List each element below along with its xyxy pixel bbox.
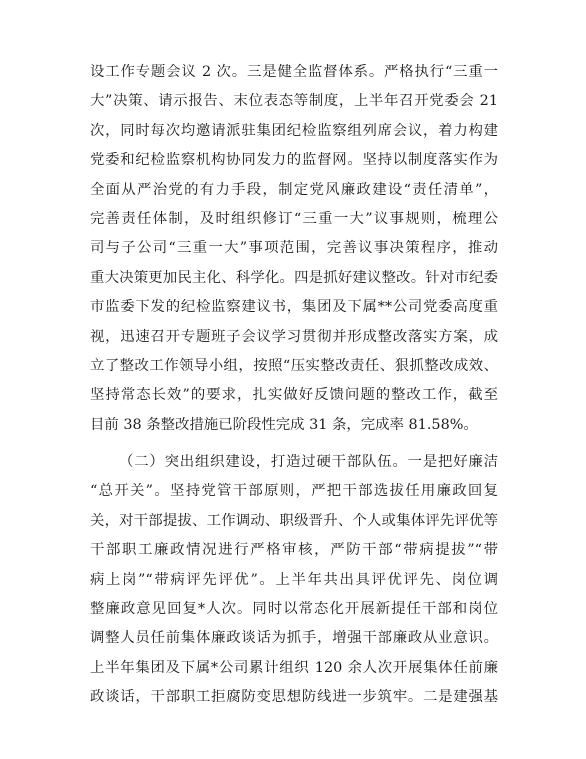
text-line: 全面从严治党的有力手段，制定党风廉政建设“责任清单”， xyxy=(90,181,498,198)
text-line: 整廉政意见回复*人次。同时以常态化开展新提任干部和岗位 xyxy=(90,601,498,618)
text-line: 病上岗”“带病评先评优”。上半年共出具评优评先、岗位调 xyxy=(90,571,498,588)
document-page xyxy=(90,58,498,713)
text-line: 次，同时每次均邀请派驻集团纪检监察组列席会议，着力构建 xyxy=(90,122,498,139)
text-line: 司与子公司“三重一大”事项范围，完善议事决策程序，推动 xyxy=(90,240,498,257)
section-heading-line: （二）突出组织建设，打造过硬干部队伍。一是把好廉洁 xyxy=(119,454,498,471)
text-line: 重大决策更加民主化、科学化。四是抓好建议整改。针对市纪委 xyxy=(90,269,498,286)
text-line: 政谈话，干部职工拒腐防变思想防线进一步筑牢。二是建强基 xyxy=(90,689,498,706)
text-line: 立了整改工作领导小组，按照“压实整改责任、狠抓整改成效、 xyxy=(90,357,498,374)
text-line: 完善责任体制，及时组织修订“三重一大”议事规则，梳理公 xyxy=(90,210,498,227)
paragraph-gap xyxy=(90,440,498,448)
text-line: 上半年集团及下属*公司累计组织 120 余人次开展集体任前廉 xyxy=(90,659,498,676)
text-line: 市监委下发的纪检监察建议书，集团及下属**公司党委高度重 xyxy=(90,299,498,316)
text-line: 设工作专题会议 2 次。三是健全监督体系。严格执行“三重一 xyxy=(90,64,498,80)
text-line: 大”决策、请示报告、末位表态等制度，上半年召开党委会 21 xyxy=(90,93,498,110)
text-line: 视，迅速召开专题班子会议学习贯彻并形成整改落实方案，成 xyxy=(90,328,498,345)
text-line: 坚持常态长效”的要求，扎实做好反馈问题的整改工作，截至 xyxy=(90,387,498,404)
text-line: 干部职工廉政情况进行严格审核，严防干部“带病提拔”“带 xyxy=(90,542,498,559)
text-line: 调整人员任前集体廉政谈话为抓手，增强干部廉政从业意识。 xyxy=(90,630,498,647)
text-line: 关，对干部提拔、工作调动、职级晋升、个人或集体评先评优等 xyxy=(90,512,498,529)
text-line: 党委和纪检监察机构协同发力的监督网。坚持以制度落实作为 xyxy=(90,152,498,169)
text-line: 目前 38 条整改措施已阶段性完成 31 条，完成率 81.58%。 xyxy=(90,416,478,433)
text-line: “总开关”。坚持党管干部原则，严把干部选拔任用廉政回复 xyxy=(90,483,498,500)
paragraph-organization xyxy=(90,448,498,713)
paragraph-supervision xyxy=(90,58,498,440)
